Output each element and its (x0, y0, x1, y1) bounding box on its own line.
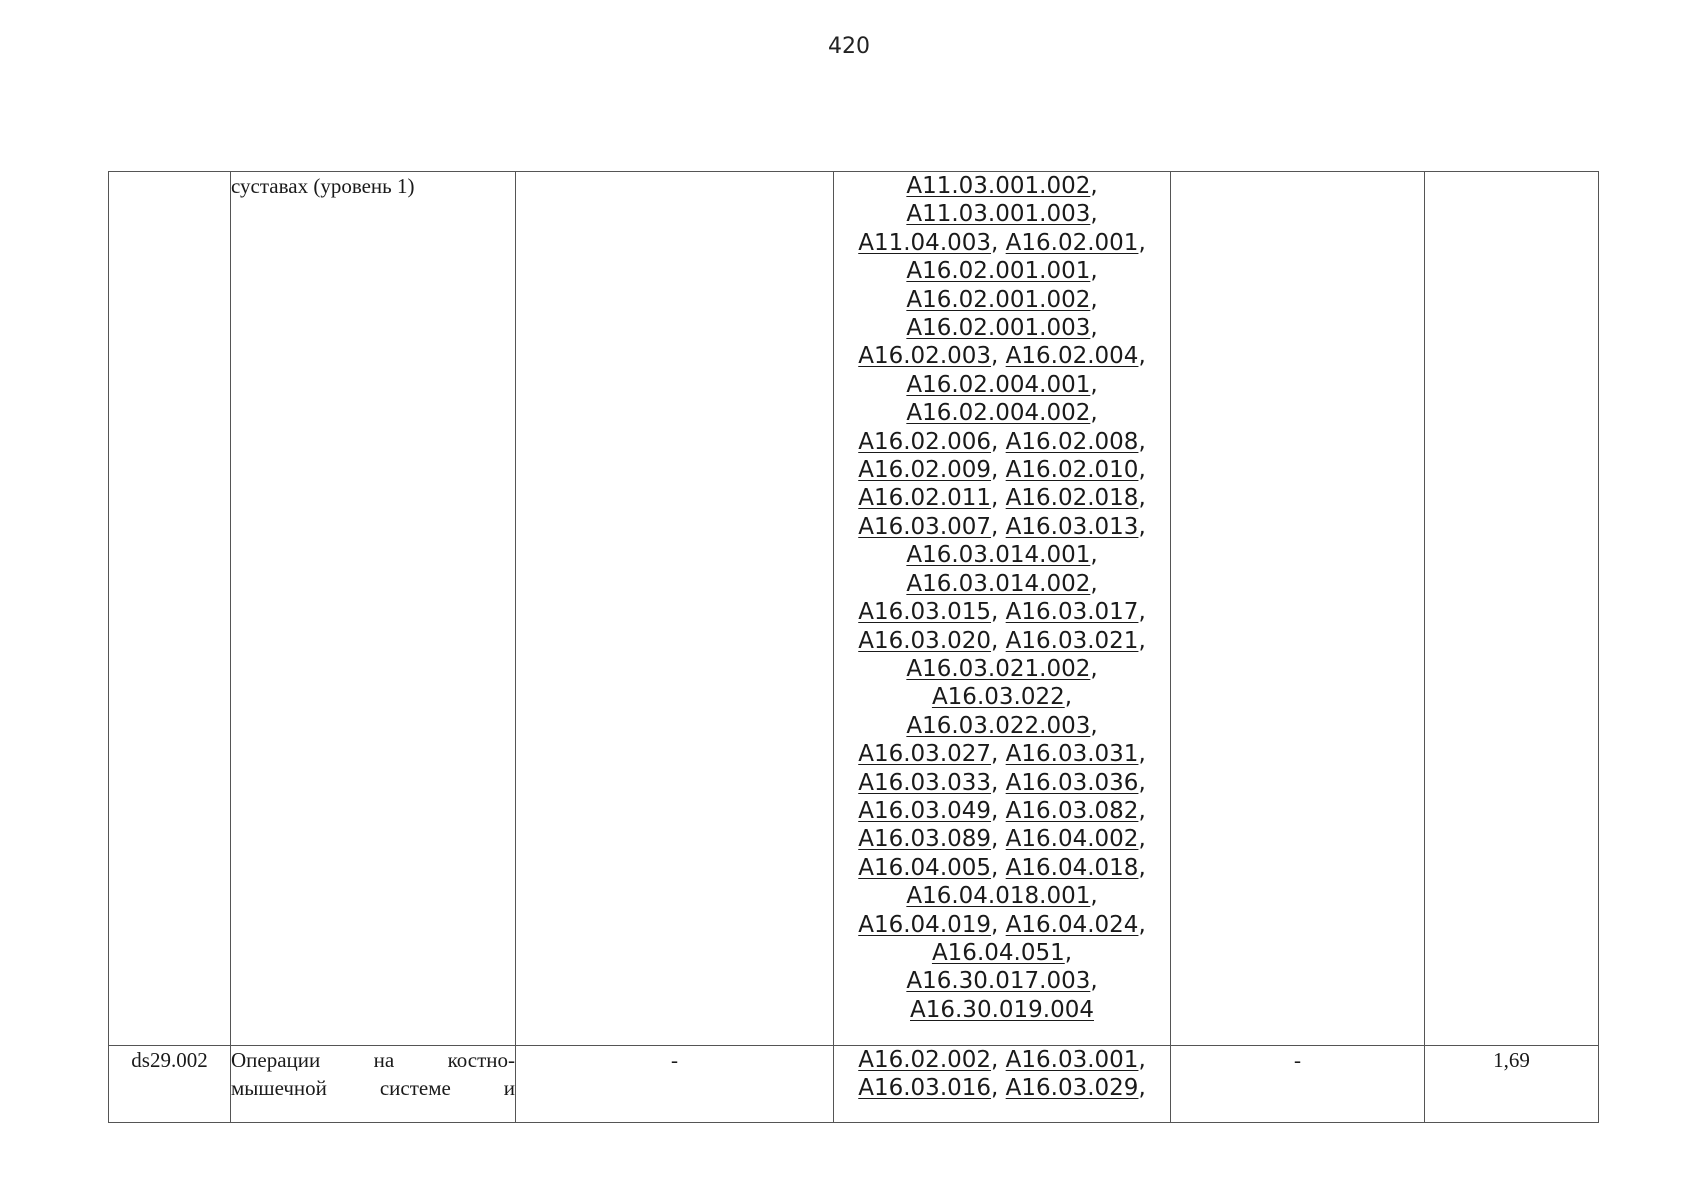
table-row (109, 1046, 1599, 1123)
row-name-line: суставах (уровень 1) (231, 174, 415, 198)
tariff-table (108, 171, 1599, 1123)
service-code-link[interactable]: A16.04.002 (1005, 826, 1139, 853)
row-coefficient-cell (1425, 172, 1599, 1046)
page-number: 420 (828, 34, 870, 59)
service-code-link[interactable]: A16.03.007 (858, 513, 992, 540)
row-col5-cell: - (1171, 1046, 1425, 1123)
services-line: A16.03.007, A16.03.013, (858, 513, 1146, 540)
services-line: A16.04.005, A16.04.018, (858, 854, 1146, 881)
row-name-cell (231, 172, 516, 1046)
services-line: A16.04.018.001, (906, 883, 1098, 910)
services-line: A16.02.004.001, (906, 371, 1098, 398)
services-line: A16.03.014.001, (906, 542, 1098, 569)
services-line: A16.03.016, A16.03.029, (858, 1075, 1146, 1102)
services-line: A16.03.089, A16.04.002, (858, 826, 1146, 853)
service-code-link[interactable]: A16.03.014.001 (906, 542, 1091, 569)
service-code-link[interactable]: A16.03.020 (858, 627, 992, 654)
services-line: A16.03.020, A16.03.021, (858, 627, 1146, 654)
service-code-link[interactable]: A16.02.002 (858, 1047, 992, 1073)
service-code-link[interactable]: A16.02.011 (858, 485, 992, 512)
service-code-link[interactable]: A16.03.089 (858, 826, 992, 853)
service-code-link[interactable]: A11.04.003 (858, 229, 992, 256)
services-line: A16.03.015, A16.03.017, (858, 599, 1146, 626)
services-line: A16.02.006, A16.02.008, (858, 428, 1146, 455)
services-line (834, 996, 1170, 1024)
service-code-link[interactable]: A16.04.005 (858, 854, 992, 881)
services-line: A16.03.022, (931, 684, 1073, 711)
service-code-link[interactable]: A16.03.017 (1005, 599, 1139, 626)
service-code-link[interactable]: A16.04.018 (1005, 854, 1139, 881)
service-code-link[interactable]: A16.02.001 (1005, 229, 1139, 256)
services-list (834, 172, 1170, 1024)
services-cell (834, 1046, 1171, 1123)
row-col3-cell: - (516, 1046, 834, 1123)
service-code-link[interactable]: A16.03.016 (858, 1075, 992, 1102)
service-code-link[interactable]: A16.02.006 (858, 428, 992, 455)
services-line: A16.03.033, A16.03.036, (858, 769, 1146, 796)
service-code-link[interactable]: A16.03.013 (1005, 513, 1139, 540)
service-code-link[interactable]: A16.02.001.001 (906, 258, 1091, 285)
services-line: A11.03.001.003, (906, 201, 1098, 228)
services-line: A16.02.002, A16.03.001, (858, 1047, 1146, 1073)
service-code-link[interactable]: A16.03.021.002 (906, 655, 1091, 682)
services-line: A16.03.027, A16.03.031, (858, 741, 1146, 768)
service-code-link[interactable]: A16.30.019.004 (910, 996, 1094, 1023)
services-line: A16.03.021.002, (906, 655, 1098, 682)
service-code-link[interactable]: A16.02.004.001 (906, 371, 1091, 398)
row-name-cell (231, 1046, 516, 1123)
service-code-link[interactable]: A16.03.014.002 (906, 570, 1091, 597)
service-code-link[interactable]: A11.03.001.003 (906, 201, 1091, 228)
service-code-link[interactable]: A16.04.024 (1005, 911, 1139, 938)
service-code-link[interactable]: A16.03.021 (1005, 627, 1139, 654)
service-code-link[interactable]: A16.02.018 (1005, 485, 1139, 512)
service-code-link[interactable]: A16.03.082 (1005, 797, 1139, 824)
service-code-link[interactable]: A16.04.019 (858, 911, 992, 938)
service-code-link[interactable]: A16.03.027 (858, 741, 992, 768)
services-line: A16.03.014.002, (906, 570, 1098, 597)
row-coefficient-cell: 1,69 (1425, 1046, 1599, 1123)
service-code-link[interactable]: A16.03.001 (1005, 1047, 1139, 1073)
service-code-link[interactable]: A16.04.051 (931, 939, 1065, 966)
service-code-link[interactable]: A16.03.022 (931, 684, 1065, 711)
service-code-link[interactable]: A16.02.003 (858, 343, 992, 370)
service-code-link[interactable]: A16.30.017.003 (906, 968, 1091, 995)
services-line: A16.03.049, A16.03.082, (858, 797, 1146, 824)
row-code-cell: ds29.002 (109, 1046, 231, 1123)
service-code-link[interactable]: A16.02.010 (1005, 457, 1139, 484)
service-code-link[interactable]: A16.02.004.002 (906, 400, 1091, 427)
services-list (834, 1046, 1170, 1103)
service-code-link[interactable]: A16.03.031 (1005, 741, 1139, 768)
services-line: A16.02.009, A16.02.010, (858, 457, 1146, 484)
service-code-link[interactable]: A16.03.029 (1005, 1075, 1139, 1102)
row-col3-cell (516, 172, 834, 1046)
service-code-link[interactable]: A16.02.001.003 (906, 315, 1091, 342)
service-code-link[interactable]: A16.02.001.002 (906, 286, 1091, 313)
row-code-cell (109, 172, 231, 1046)
service-code-link[interactable]: A16.03.022.003 (906, 712, 1091, 739)
service-code-link[interactable]: A16.03.033 (858, 769, 992, 796)
services-line: A16.02.001.001, (906, 258, 1098, 285)
services-line: A16.04.051, (931, 939, 1073, 966)
services-line: A16.02.001.002, (906, 286, 1098, 313)
services-line: A16.30.017.003, (906, 968, 1098, 995)
services-line: A16.02.003, A16.02.004, (858, 343, 1146, 370)
row-name-line: Операции на костно- (231, 1048, 515, 1072)
service-code-link[interactable]: A16.03.049 (858, 797, 992, 824)
services-line: A16.02.004.002, (906, 400, 1098, 427)
service-code-link[interactable]: A16.02.004 (1005, 343, 1139, 370)
services-line: A16.02.011, A16.02.018, (858, 485, 1146, 512)
services-line: A16.04.019, A16.04.024, (858, 911, 1146, 938)
service-code-link[interactable]: A16.02.009 (858, 457, 992, 484)
services-line: A16.03.022.003, (906, 712, 1098, 739)
service-code-link[interactable]: A11.03.001.002 (906, 173, 1091, 199)
service-code-link[interactable]: A16.04.018.001 (906, 883, 1091, 910)
service-code-link[interactable]: A16.03.015 (858, 599, 992, 626)
service-code-link[interactable]: A16.03.036 (1005, 769, 1139, 796)
row-name-line: мышечной системе и (231, 1076, 515, 1100)
services-line: A11.03.001.002, (906, 173, 1098, 199)
table-row (109, 172, 1599, 1046)
services-line: A11.04.003, A16.02.001, (858, 229, 1146, 256)
row-col5-cell (1171, 172, 1425, 1046)
services-line: A16.02.001.003, (906, 315, 1098, 342)
service-code-link[interactable]: A16.02.008 (1005, 428, 1139, 455)
services-cell (834, 172, 1171, 1046)
